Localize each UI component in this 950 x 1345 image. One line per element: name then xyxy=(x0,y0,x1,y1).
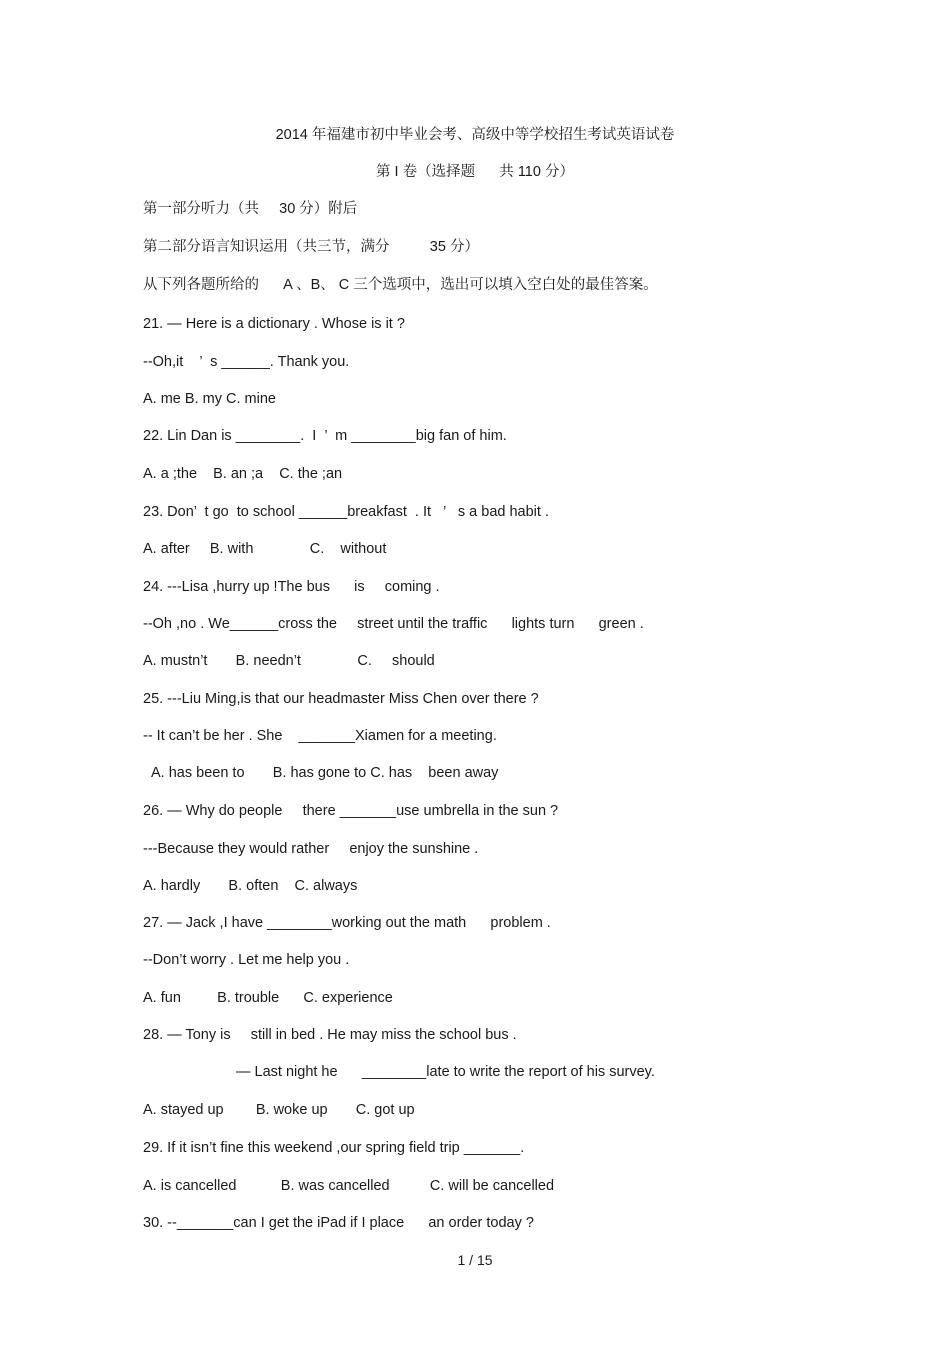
question-line: 27. — Jack ,I have ________working out the math problem . xyxy=(143,915,551,931)
question-line: 23. Don’ t go to school ______breakfast . It ’ s a bad habit . xyxy=(143,504,549,520)
options-line: A. a ;the B. an ;a C. the ;an xyxy=(143,466,343,482)
question-line: --Don’t worry . Let me help you . xyxy=(143,952,350,968)
section-heading-listening: 第一部分听力（共 30 分）附后 xyxy=(143,201,358,217)
question-line: 24. ---Lisa ,hurry up !The bus is coming . xyxy=(143,579,440,595)
question-line: --Oh ,no . We______cross the street until the traffic lights turn green . xyxy=(143,616,644,632)
options-line: A. mustn’t B. needn’t C. should xyxy=(143,653,435,669)
options-line: A. me B. my C. mine xyxy=(143,391,276,407)
question-line: — Last night he ________late to write the report of his survey. xyxy=(236,1064,655,1080)
question-line: 22. Lin Dan is ________. I ’ m ________big fan of him. xyxy=(143,428,507,444)
options-line: A. fun B. trouble C. experience xyxy=(143,990,393,1006)
question-line: 25. ---Liu Ming,is that our headmaster Miss Chen over there ? xyxy=(143,691,539,707)
options-line: A. is cancelled B. was cancelled C. will be cancelled xyxy=(143,1178,555,1194)
options-line: A. after B. with C. without xyxy=(143,541,387,557)
options-line: A. stayed up B. woke up C. got up xyxy=(143,1102,415,1118)
document-subtitle: 第 I 卷（选择题 共 110 分） xyxy=(376,164,574,180)
question-line: -- It can’t be her . She _______Xiamen for a meeting. xyxy=(143,728,497,744)
question-line: 21. — Here is a dictionary . Whose is it ? xyxy=(143,316,405,332)
question-line: ---Because they would rather enjoy the sunshine . xyxy=(143,841,479,857)
options-line: A. hardly B. often C. always xyxy=(143,878,358,894)
instruction-text: 从下列各题所给的 A 、B、 C 三个选项中，选出可以填入空白处的最佳答案。 xyxy=(143,277,658,293)
question-line: 29. If it isn’t fine this weekend ,our spring field trip _______. xyxy=(143,1140,525,1156)
question-line: 26. — Why do people there _______use umbrella in the sun ? xyxy=(143,803,559,819)
options-line: A. has been to B. has gone to C. has been away xyxy=(151,765,499,781)
question-line: --Oh,it ’ s ______. Thank you. xyxy=(143,354,350,370)
document-title: 2014 年福建市初中毕业会考、高级中等学校招生考试英语试卷 xyxy=(275,127,675,143)
page-number: 1 / 15 xyxy=(457,1252,493,1268)
question-line: 30. --_______can I get the iPad if I place an order today ? xyxy=(143,1215,534,1231)
question-line: 28. — Tony is still in bed . He may miss the school bus . xyxy=(143,1027,517,1043)
section-heading-language: 第二部分语言知识运用（共三节，满分 35 分） xyxy=(143,239,479,255)
